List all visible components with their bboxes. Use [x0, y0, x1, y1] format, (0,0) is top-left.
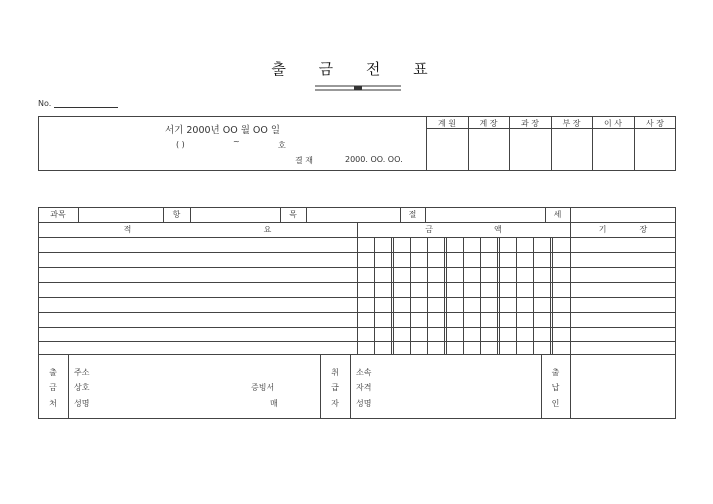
approval-box-label: 계 장 [479, 119, 498, 128]
digit-col-line [427, 237, 428, 354]
digit-col-line [533, 237, 534, 354]
table-row [38, 297, 676, 298]
digit-col-line [410, 237, 411, 354]
approval-date: 2000. OO. OO. [345, 155, 403, 164]
amount-header: 금 액 [425, 225, 502, 234]
col-line [570, 207, 571, 222]
account-label: 과목 [50, 210, 66, 219]
approval-box-label: 계 원 [438, 119, 456, 128]
table-row [38, 327, 676, 328]
table-row [38, 341, 676, 342]
footer-col-line [570, 354, 571, 419]
col-line [190, 207, 191, 222]
handler-name-label: 성명 [356, 399, 372, 408]
ledger-header: 기 장 [598, 225, 648, 234]
approval-box-label: 과 장 [521, 119, 539, 128]
table-row [38, 267, 676, 268]
digit-col-line [497, 237, 498, 354]
date-line: 서기 2000년 OO 월 OO 일 [165, 125, 281, 136]
approval-box-label: 사 장 [646, 119, 664, 128]
digit-col-line [550, 237, 551, 354]
table-row [38, 282, 676, 283]
digit-col-line [463, 237, 464, 354]
handler-side-label: 취 [331, 368, 339, 377]
seal-side-label: 납 [551, 383, 560, 392]
payee-side-label: 처 [49, 399, 57, 408]
approval-box-label: 이 사 [604, 119, 622, 128]
receipt-label: 증빙서 [251, 383, 275, 392]
handler-side-label: 자 [331, 399, 339, 408]
ho-text: 호 [278, 141, 286, 150]
digit-col-line [480, 237, 481, 354]
tilde-text: ~ [233, 137, 240, 146]
table-row [38, 354, 676, 355]
payee-side-label: 출 [49, 368, 57, 377]
col-line [425, 207, 426, 222]
subitem-label: 목 [289, 210, 297, 219]
digit-col-line [374, 237, 375, 354]
summary-header: 적 요 [123, 225, 272, 234]
col-line [357, 222, 358, 354]
footer-col-line [68, 354, 69, 419]
page-title: 출 금 전 표 [271, 60, 442, 78]
handler-qualification-label: 자격 [356, 383, 372, 392]
digit-col-line [516, 237, 517, 354]
section-label: 절 [408, 210, 417, 219]
handler-dept-label: 소속 [356, 368, 372, 377]
digit-col-line [552, 237, 553, 354]
number-field-line[interactable] [54, 107, 118, 108]
receipt-count-label: 매 [270, 399, 278, 408]
digit-col-line [391, 237, 392, 354]
payee-address-label: 주소 [74, 368, 90, 377]
col-line [570, 222, 571, 354]
footer-col-line [350, 354, 351, 419]
table-row [38, 252, 676, 253]
seal-side-label: 출 [551, 368, 560, 377]
digit-col-line [499, 237, 500, 354]
payee-name-label: 성명 [74, 399, 90, 408]
handler-side-label: 급 [331, 383, 339, 392]
detail-label: 세 [553, 210, 562, 219]
payee-side-label: 금 [49, 383, 57, 392]
col-line [78, 207, 79, 222]
digit-col-line [393, 237, 394, 354]
title-underline-ornament [315, 85, 401, 91]
paren-text: ( ) [176, 140, 185, 149]
seal-side-label: 인 [551, 399, 560, 408]
approval-label: 결 재 [295, 156, 313, 165]
approval-box-label: 부 장 [562, 119, 581, 128]
item-label: 항 [172, 210, 181, 219]
table-row [38, 312, 676, 313]
number-label: No. [38, 99, 52, 108]
payee-company-label: 상호 [74, 383, 90, 392]
col-line [306, 207, 307, 222]
digit-col-line [446, 237, 447, 354]
digit-col-line [444, 237, 445, 354]
